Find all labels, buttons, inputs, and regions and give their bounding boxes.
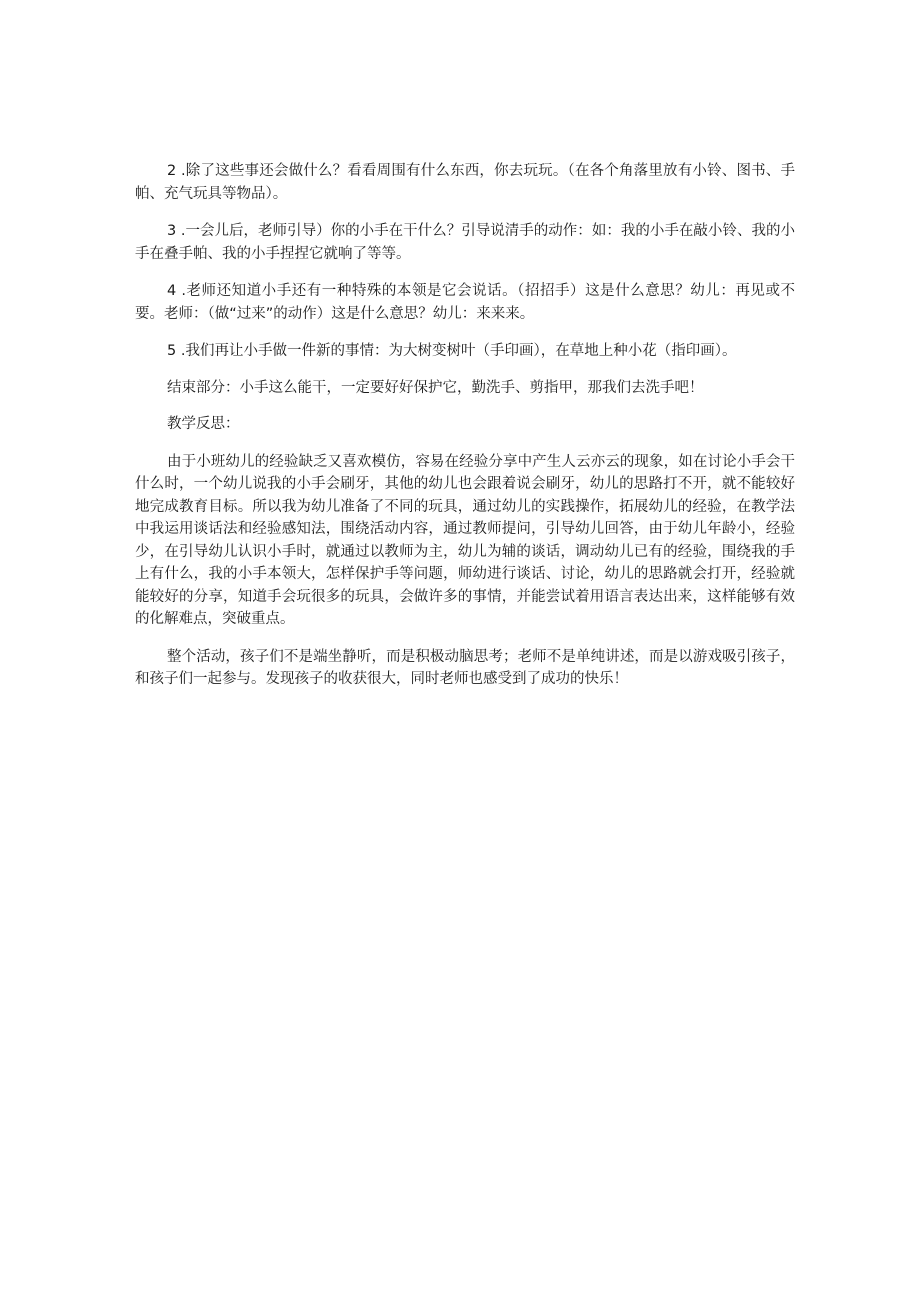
document-body — [135, 160, 795, 691]
step-2-paragraph: 2 .除了这些事还会做什么？看看周围有什么东西，你去玩玩。（在各个角落里放有小铃、图书、手帕、充气玩具等物品）。 — [135, 163, 795, 202]
reflection-paragraph: 由于小班幼儿的经验缺乏又喜欢模仿，容易在经验分享中产生人云亦云的现象，如在讨论小手会干什么时，一个幼儿说我的小手会刷牙，其他的幼儿也会跟着说会刷牙，幼儿的思路打不开，就不能较好地完成教育目标。所以我为幼儿准备了不同的玩具，通过幼儿的实践操作，拓展幼儿的经验，在教学法中我运用谈话法和经验感知法，围绕活动内容，通过教师提问，引导幼儿回答，由于幼儿年龄小，经验少，在引导幼儿认识小手时，就通过以教师为主，幼儿为辅的谈话，调动幼儿已有的经验，围绕我的手上有什么，我的小手本领大，怎样保护手等问题，师幼进行谈话、讨论，幼儿的思路就会打开，经验就能较好的分享，知道手会玩很多的玩具，会做许多的事情，并能尝试着用语言表达出来，这样能够有效的化解难点，突破重点。 — [135, 453, 795, 627]
reflection-heading: 教学反思： — [167, 416, 240, 432]
summary-paragraph: 整个活动，孩子们不是端坐静听，而是积极动脑思考；老师不是单纯讲述，而是以游戏吸引孩子，和孩子们一起参与。发现孩子的收获很大，同时老师也感受到了成功的快乐！ — [135, 648, 795, 687]
step-4-paragraph: 4 .老师还知道小手还有一种特殊的本领是它会说话。（招招手）这是什么意思？幼儿：再见或不要。老师：（做“过来”的动作）这是什么意思？幼儿：来来来。 — [135, 283, 795, 322]
step-5-paragraph: 5 .我们再让小手做一件新的事情：为大树变树叶（手印画），在草地上种小花（指印画）。 — [167, 343, 737, 359]
step-3-paragraph: 3 .一会儿后，老师引导）你的小手在干什么？引导说清手的动作：如：我的小手在敲小铃、我的小手在叠手帕、我的小手捏捏它就响了等等。 — [135, 223, 795, 262]
closing-paragraph: 结束部分：小手这么能干，一定要好好保护它，勤洗手、剪指甲，那我们去洗手吧！ — [167, 379, 704, 396]
